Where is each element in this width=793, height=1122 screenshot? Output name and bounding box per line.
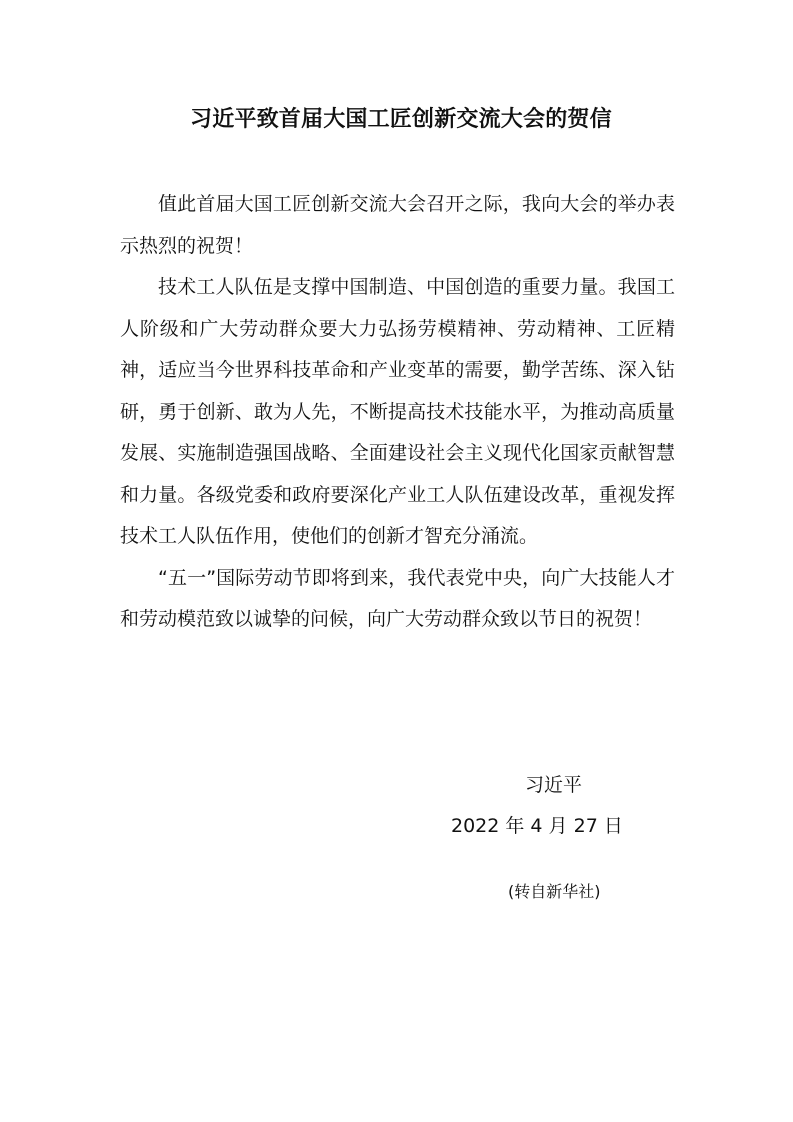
signature-name: 习近平: [525, 774, 583, 796]
letter-body: [120, 184, 675, 641]
letter-title: 习近平致首届大国工匠创新交流大会的贺信: [190, 107, 612, 132]
source-note: (转自新华社): [508, 882, 601, 901]
paragraph-greeting: 值此首届大国工匠创新交流大会召开之际，我向大会的举办表示热烈的祝贺！: [120, 193, 675, 257]
paragraph-holiday: “五一”国际劳动节即将到来，我代表党中央，向广大技能人才和劳动模范致以诚挚的问候，向广大劳动群众致以节日的祝贺！: [120, 566, 675, 630]
signature-date: 2022 年 4 月 27 日: [451, 815, 623, 837]
paragraph-main: 技术工人队伍是支撑中国制造、中国创造的重要力量。我国工人阶级和广大劳动群众要大力弘扬劳模精神、劳动精神、工匠精神，适应当今世界科技革命和产业变革的需要，勤学苦练、深入钻研，勇于创新、敢为人先，不断提高技术技能水平，为推动高质量发展、实施制造强国战略、全面建设社会主义现代化国家贡献智慧和力量。各级党委和政府要深化产业工人队伍建设改革，重视发挥技术工人队伍作用，使他们的创新才智充分涌流。: [120, 276, 675, 547]
